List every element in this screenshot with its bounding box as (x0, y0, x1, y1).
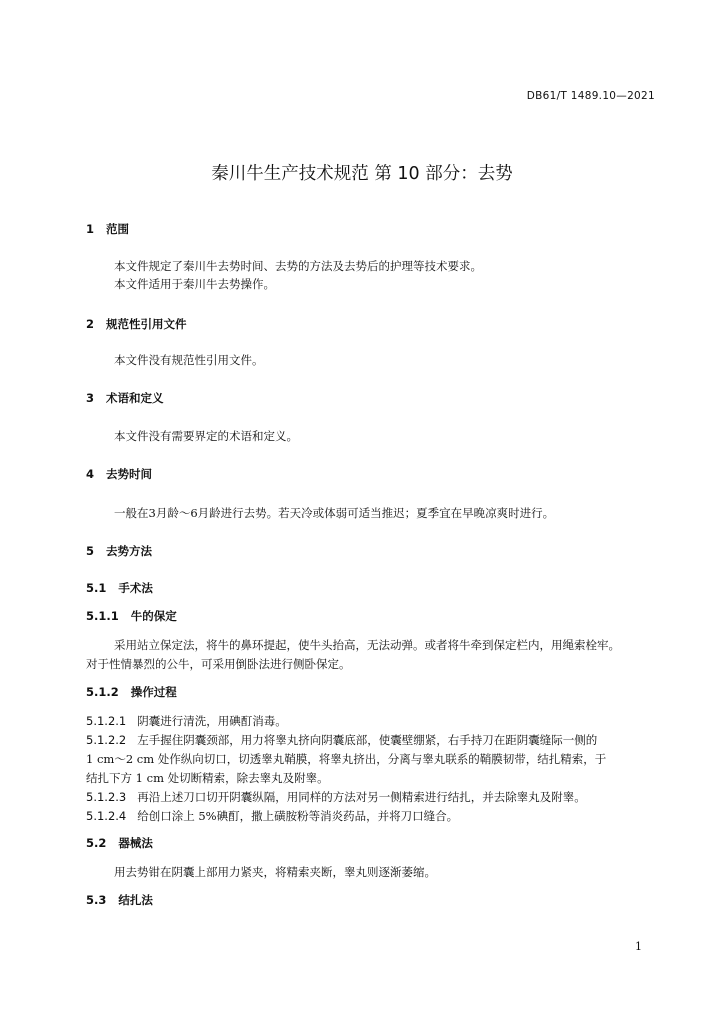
standard-number: DB61/T 1489.10—2021 (526, 90, 655, 102)
paragraph: 本文件没有需要界定的术语和定义。 (114, 429, 298, 443)
section-1-heading (86, 221, 129, 237)
section-5-3-heading (86, 892, 153, 908)
section-title: 术语和定义 (106, 391, 164, 405)
paragraph: 本文件适用于秦川牛去势操作。 (114, 277, 275, 291)
section-number: 5.1.1 (86, 609, 119, 623)
section-number: 5.2 (86, 836, 107, 850)
section-title: 去势方法 (106, 544, 153, 558)
paragraph: 用去势钳在阴囊上部用力紧夹，将精索夹断，睾丸则逐渐萎缩。 (114, 865, 436, 879)
section-title: 牛的保定 (130, 609, 177, 623)
clause-5-1-2-3 (86, 789, 586, 805)
section-number: 5.3 (86, 893, 107, 907)
clause-number: 5.1.2.4 (86, 809, 127, 823)
section-title: 结扎法 (118, 893, 153, 907)
section-number: 5 (86, 544, 95, 558)
paragraph-line: 采用站立保定法，将牛的鼻环提起，使牛头抬高，无法动弹。或者将牛牵到保定栏内，用绳索栓牢。 (114, 638, 620, 652)
paragraph: 本文件规定了秦川牛去势时间、去势的方法及去势后的护理等技术要求。 (114, 259, 482, 273)
section-5-1-heading (86, 580, 153, 596)
paragraph: 本文件没有规范性引用文件。 (114, 353, 264, 367)
page-number: 1 (635, 940, 642, 953)
clause-5-1-2-4 (86, 808, 458, 824)
clause-number: 5.1.2.3 (86, 790, 127, 804)
section-title: 器械法 (118, 836, 153, 850)
section-number: 5.1 (86, 581, 107, 595)
section-4-heading (86, 466, 152, 482)
section-number: 2 (86, 317, 95, 331)
section-title: 去势时间 (106, 467, 153, 481)
section-5-heading (86, 543, 152, 559)
clause-text: 给创口涂上 5%碘酊，撒上磺胺粉等消炎药品，并将刀口缝合。 (137, 809, 459, 823)
section-number: 3 (86, 391, 95, 405)
clause-line: 结扎下方 1 cm 处切断精索，除去睾丸及附睾。 (86, 771, 329, 785)
clause-text: 左手握住阴囊颈部，用力将睾丸挤向阴囊底部，使囊壁绷紧，右手持刀在距阴囊缝际一侧的 (137, 733, 598, 747)
clause-text: 阴囊进行清洗，用碘酊消毒。 (137, 714, 287, 728)
section-number: 1 (86, 222, 95, 236)
clause-number: 5.1.2.1 (86, 714, 127, 728)
section-5-2-heading (86, 835, 153, 851)
section-5-1-1-heading (86, 608, 177, 624)
section-2-heading (86, 316, 187, 332)
paragraph-line: 对于性情暴烈的公牛，可采用倒卧法进行侧卧保定。 (86, 657, 351, 671)
section-title: 范围 (106, 222, 130, 236)
clause-5-1-2-1 (86, 713, 287, 729)
section-3-heading (86, 390, 164, 406)
section-5-1-2-heading (86, 684, 177, 700)
paragraph: 一般在3月龄～6月龄进行去势。若天冷或体弱可适当推迟；夏季宜在早晚凉爽时进行。 (114, 506, 555, 520)
clause-text: 再沿上述刀口切开阴囊纵隔，用同样的方法对另一侧精索进行结扎，并去除睾丸及附睾。 (137, 790, 586, 804)
clause-5-1-2-2 (86, 732, 597, 748)
section-title: 规范性引用文件 (106, 317, 187, 331)
section-number: 5.1.2 (86, 685, 119, 699)
section-title: 手术法 (118, 581, 153, 595)
clause-line: 1 cm～2 cm 处作纵向切口，切透睾丸鞘膜，将睾丸挤出，分离与睾丸联系的鞘膜韧带，结扎精索，于 (86, 752, 607, 766)
section-number: 4 (86, 467, 95, 481)
clause-number: 5.1.2.2 (86, 733, 127, 747)
document-title: 秦川牛生产技术规范 第 10 部分：去势 (211, 164, 513, 184)
section-title: 操作过程 (130, 685, 177, 699)
